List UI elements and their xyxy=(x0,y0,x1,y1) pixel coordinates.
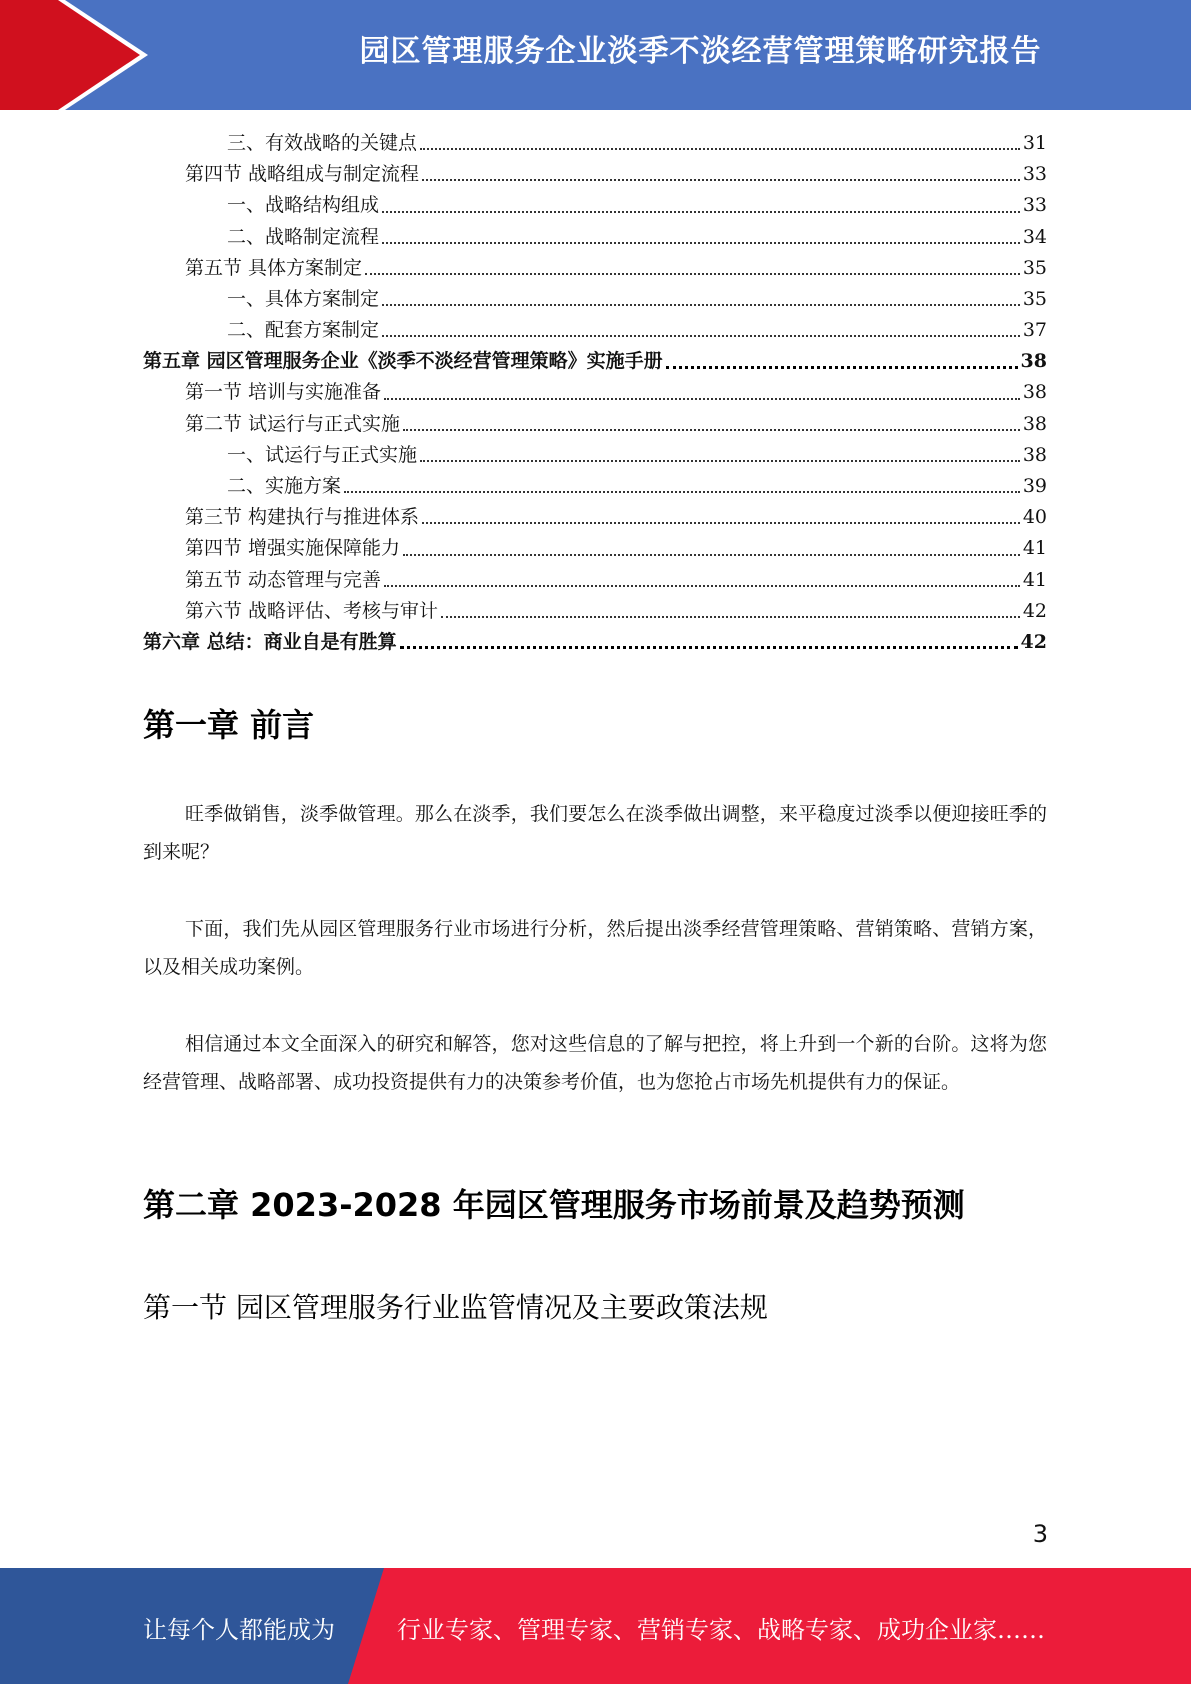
toc-entry[interactable] xyxy=(143,471,1047,502)
toc-entry-page: 34 xyxy=(1022,225,1047,248)
footer-slogan-roles: 行业专家、管理专家、营销专家、战略专家、成功企业家…… xyxy=(397,1616,1045,1644)
section-1-heading: 第一节 园区管理服务行业监管情况及主要政策法规 xyxy=(143,1291,768,1324)
toc-entry[interactable] xyxy=(143,253,1047,284)
toc-dot-leader xyxy=(403,428,1020,431)
toc-entry[interactable] xyxy=(143,222,1047,253)
toc-entry[interactable] xyxy=(143,128,1047,159)
toc-dot-leader xyxy=(403,553,1020,556)
toc-entry-label: 第六节 战略评估、考核与审计 xyxy=(185,599,439,622)
toc-entry[interactable] xyxy=(143,409,1047,440)
toc-dot-leader xyxy=(400,645,1018,649)
toc-entry-label: 第四节 增强实施保障能力 xyxy=(185,537,401,560)
toc-entry-page: 39 xyxy=(1022,475,1047,498)
toc-dot-leader xyxy=(384,584,1020,587)
toc-entry-page: 38 xyxy=(1022,443,1047,466)
toc-entry-page: 37 xyxy=(1022,319,1047,342)
toc-dot-leader xyxy=(382,334,1020,337)
intro-paragraph-3: 相信通过本文全面深入的研究和解答，您对这些信息的了解与把控，将上升到一个新的台阶。这将为您经营管理、战略部署、成功投资提供有力的决策参考价值，也为您抢占市场先机提供有力的保证。 xyxy=(143,1033,1047,1093)
toc-entry-page: 31 xyxy=(1022,131,1047,154)
report-title: 园区管理服务企业淡季不淡经营管理策略研究报告 xyxy=(359,34,1042,69)
toc-entry-label: 第五章 园区管理服务企业《淡季不淡经营管理策略》实施手册 xyxy=(143,350,663,373)
toc-entry[interactable] xyxy=(143,440,1047,471)
toc-entry[interactable] xyxy=(143,378,1047,409)
toc-entry-page: 40 xyxy=(1022,506,1047,529)
toc-entry-page: 41 xyxy=(1022,537,1047,560)
toc-entry-page: 35 xyxy=(1022,287,1047,310)
toc-entry-label: 一、试运行与正式实施 xyxy=(227,443,418,466)
toc-dot-leader xyxy=(384,397,1020,400)
toc-entry-label: 第二节 试运行与正式实施 xyxy=(185,412,401,435)
toc-entry-label: 第四节 战略组成与制定流程 xyxy=(185,163,420,186)
toc-entry[interactable] xyxy=(143,502,1047,533)
toc-entry-page: 38 xyxy=(1022,381,1047,404)
toc-entry-label: 第五节 动态管理与完善 xyxy=(185,568,382,591)
footer-slogan-lead: 让每个人都能成为 xyxy=(143,1616,335,1644)
toc-entry[interactable] xyxy=(143,159,1047,190)
toc-entry-page: 35 xyxy=(1022,256,1047,279)
toc-entry-page: 42 xyxy=(1020,630,1047,653)
page-number: 3 xyxy=(1032,1520,1048,1548)
intro-paragraph-1: 旺季做销售，淡季做管理。那么在淡季，我们要怎么在淡季做出调整，来平稳度过淡季以便迎接旺季的到来呢？ xyxy=(143,803,1047,863)
toc-entry[interactable] xyxy=(143,596,1047,627)
page-footer xyxy=(0,1568,1191,1684)
toc-entry-page: 41 xyxy=(1022,568,1047,591)
toc-entry-label: 第一节 培训与实施准备 xyxy=(185,381,382,404)
toc-entry-page: 33 xyxy=(1022,194,1047,217)
intro-paragraph-2: 下面，我们先从园区管理服务行业市场进行分析，然后提出淡季经营管理策略、营销策略、营销方案，以及相关成功案例。 xyxy=(143,918,1047,978)
toc-entry-label: 一、战略结构组成 xyxy=(227,194,380,217)
toc-entry[interactable] xyxy=(143,627,1047,658)
toc-entry[interactable] xyxy=(143,565,1047,596)
toc-dot-leader xyxy=(382,303,1020,306)
toc-entry-label: 三、有效战略的关键点 xyxy=(227,131,418,154)
toc-entry-page: 38 xyxy=(1020,350,1047,373)
page-header xyxy=(0,0,1191,110)
toc-entry[interactable] xyxy=(143,315,1047,346)
toc-dot-leader xyxy=(666,365,1018,369)
toc-dot-leader xyxy=(441,615,1020,618)
toc-dot-leader xyxy=(344,490,1020,493)
toc-entry-label: 一、具体方案制定 xyxy=(227,287,380,310)
toc-dot-leader xyxy=(420,459,1020,462)
chapter-1-heading: 第一章 前言 xyxy=(143,706,315,744)
toc-entry[interactable] xyxy=(143,346,1047,377)
table-of-contents xyxy=(143,128,1047,658)
toc-entry-label: 第五节 具体方案制定 xyxy=(185,256,363,279)
toc-entry-label: 第六章 总结：商业自是有胜算 xyxy=(143,630,397,653)
toc-entry-page: 38 xyxy=(1022,412,1047,435)
toc-entry[interactable] xyxy=(143,533,1047,564)
toc-entry[interactable] xyxy=(143,190,1047,221)
toc-dot-leader xyxy=(365,272,1020,275)
toc-dot-leader xyxy=(422,521,1020,524)
toc-entry-label: 二、配套方案制定 xyxy=(227,319,380,342)
toc-entry-label: 二、战略制定流程 xyxy=(227,225,380,248)
toc-dot-leader xyxy=(422,178,1020,181)
toc-dot-leader xyxy=(382,241,1020,244)
toc-entry-page: 33 xyxy=(1022,163,1047,186)
toc-dot-leader xyxy=(382,210,1020,213)
toc-dot-leader xyxy=(420,147,1020,150)
chapter-2-heading: 第二章 2023-2028 年园区管理服务市场前景及趋势预测 xyxy=(143,1186,965,1224)
toc-entry-label: 第三节 构建执行与推进体系 xyxy=(185,506,420,529)
toc-entry-page: 42 xyxy=(1022,599,1047,622)
toc-entry-label: 二、实施方案 xyxy=(227,475,342,498)
toc-entry[interactable] xyxy=(143,284,1047,315)
